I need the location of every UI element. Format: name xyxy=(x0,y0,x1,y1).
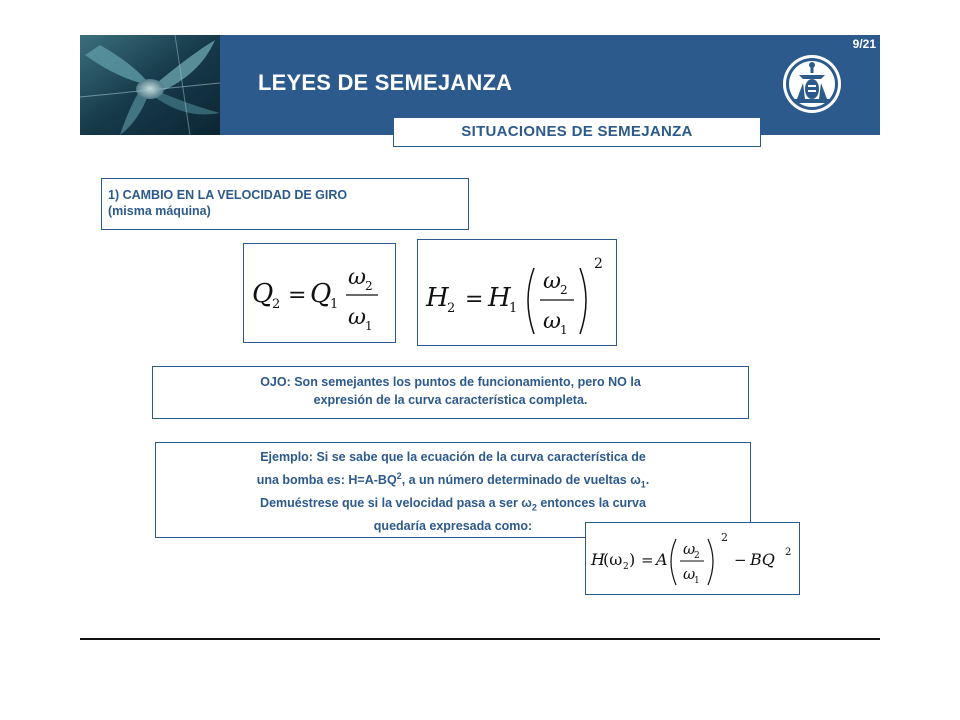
svg-text:1: 1 xyxy=(509,301,518,316)
svg-text:2: 2 xyxy=(594,256,603,272)
example-line4: quedaría expresada como: xyxy=(373,518,533,533)
section-heading-line2: (misma máquina) xyxy=(108,204,211,218)
formula-q-lhs: Q xyxy=(252,279,274,309)
svg-text:1: 1 xyxy=(330,297,339,312)
svg-text:ω: ω xyxy=(683,565,696,583)
svg-text:2: 2 xyxy=(272,297,281,312)
svg-text:2: 2 xyxy=(365,279,373,293)
svg-text:ω: ω xyxy=(543,269,561,294)
example-line3: Demuéstrese que si la velocidad pasa a ser $\omega_2$ entonces la curva xyxy=(260,495,646,513)
flow-formula-box xyxy=(243,243,396,343)
section-heading-box xyxy=(101,178,469,230)
svg-text:=: = xyxy=(288,283,307,308)
svg-text:2: 2 xyxy=(785,547,792,558)
example-formula-box xyxy=(585,522,800,595)
svg-text:1: 1 xyxy=(365,319,373,333)
note-line2: expresión de la curva característica completa. xyxy=(313,393,588,407)
svg-text:2: 2 xyxy=(721,531,728,544)
svg-text:): ) xyxy=(629,550,636,569)
svg-text:1: 1 xyxy=(560,323,568,337)
turbine-photo xyxy=(80,35,220,135)
svg-text:−: − xyxy=(734,551,747,569)
example-line1: Ejemplo: Si se sabe que la ecuación de la curva característica de xyxy=(260,450,646,464)
page-number: 9/21 xyxy=(852,37,876,51)
svg-text:2: 2 xyxy=(623,562,629,572)
subtitle-text: SITUACIONES DE SEMEJANZA xyxy=(461,123,693,140)
svg-text:A: A xyxy=(656,550,668,569)
subtitle-box xyxy=(393,117,761,147)
svg-text:=: = xyxy=(641,551,654,569)
svg-text:=: = xyxy=(465,287,484,312)
footer-divider xyxy=(80,638,880,640)
example-line2: una bomba es: $H=A-BQ^2$, a un número determinado de vueltas $\omega_1$. xyxy=(256,470,650,490)
svg-text:2: 2 xyxy=(560,283,568,297)
svg-text:ω: ω xyxy=(348,305,366,330)
section-heading-line1: 1) CAMBIO EN LA VELOCIDAD DE GIRO xyxy=(108,188,348,202)
note-box xyxy=(152,366,749,419)
svg-text:2: 2 xyxy=(447,301,456,316)
svg-text:ω: ω xyxy=(543,309,561,334)
svg-text:BQ: BQ xyxy=(750,550,775,569)
formula-h-rhs: H xyxy=(488,283,511,313)
slide-title: LEYES DE SEMEJANZA xyxy=(258,70,513,95)
formula-q-rhs: Q xyxy=(310,279,332,309)
svg-text:ω: ω xyxy=(348,265,366,290)
svg-text:H: H xyxy=(591,550,605,569)
svg-text:2: 2 xyxy=(694,551,700,561)
svg-text:ω: ω xyxy=(683,540,696,558)
university-seal-logo xyxy=(781,53,843,115)
svg-text:(ω: (ω xyxy=(603,550,623,569)
head-formula-box xyxy=(417,239,617,346)
formula-h-lhs: H xyxy=(426,283,449,313)
note-line1: OJO: Son semejantes los puntos de funcionamiento, pero NO la xyxy=(260,375,641,389)
svg-text:1: 1 xyxy=(694,576,700,586)
